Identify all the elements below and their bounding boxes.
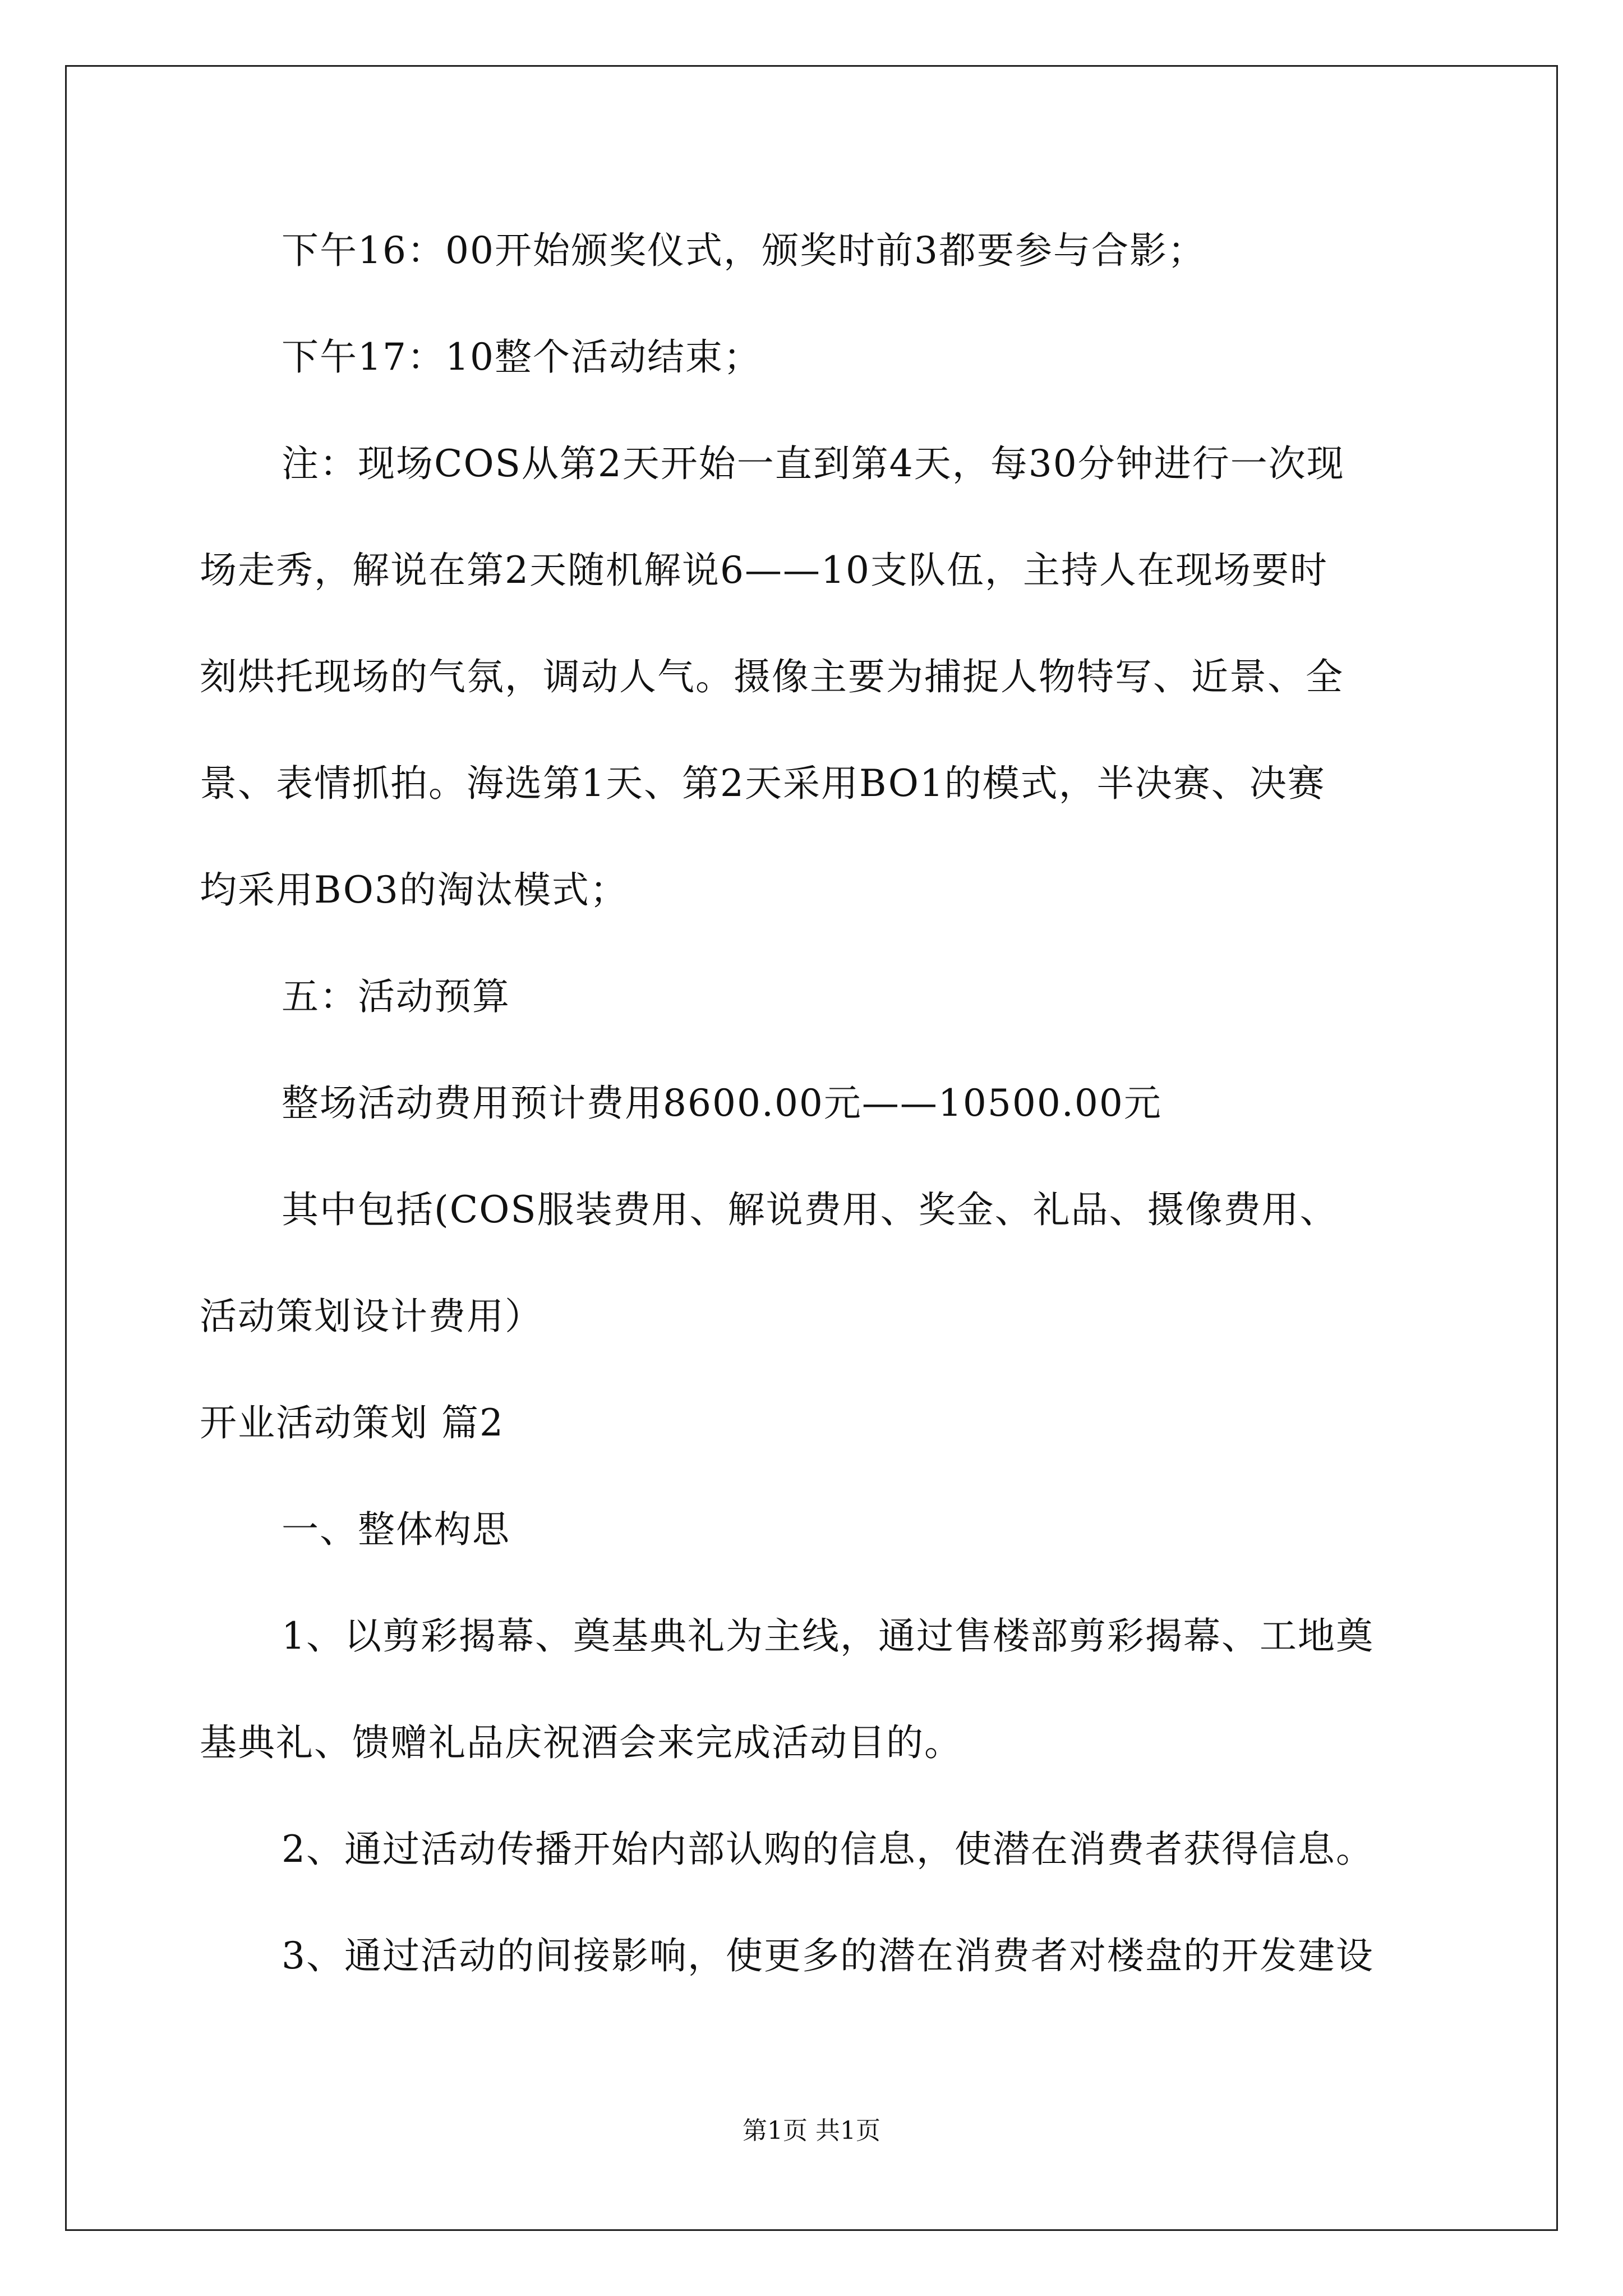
section-heading-concept: 一、整体构思 [282,1508,510,1551]
text-line-17: 3、通过活动的间接影响，使更多的潜在消费者对楼盘的开发建设 [282,1934,1374,1977]
text-line-11: 活动策划设计费用） [200,1295,543,1338]
text-line-9: 整场活动费用预计费用8600.00元——10500.00元 [282,1082,1162,1125]
text-line-1: 下午16：00开始颁奖仪式，颁奖时前3都要参与合影； [282,229,1206,272]
page-number-footer: 第1页 共1页 [743,2116,880,2145]
text-line-14: 1、以剪彩揭幕、奠基典礼为主线，通过售楼部剪彩揭幕、工地奠 [282,1614,1374,1658]
text-line-3: 注：现场COS从第2天开始一直到第4天，每30分钟进行一次现 [282,442,1345,485]
page-border [65,65,1558,2231]
article-heading: 开业活动策划 篇2 [200,1401,504,1444]
section-heading-budget: 五：活动预算 [282,975,510,1018]
text-line-10: 其中包括(COS服装费用、解说费用、奖金、礼品、摄像费用、 [282,1188,1338,1231]
text-line-15: 基典礼、馈赠礼品庆祝酒会来完成活动目的。 [200,1721,962,1764]
text-line-6: 景、表情抓拍。海选第1天、第2天采用BO1的模式，半决赛、决赛 [200,762,1326,805]
text-line-5: 刻烘托现场的气氛，调动人气。摄像主要为捕捉人物特写、近景、全 [200,655,1344,698]
text-line-7: 均采用BO3的淘汰模式； [200,868,628,912]
text-line-4: 场走秀，解说在第2天随机解说6——10支队伍，主持人在现场要时 [200,549,1328,592]
text-line-16: 2、通过活动传播开始内部认购的信息，使潜在消费者获得信息。 [282,1828,1374,1871]
text-line-2: 下午17：10整个活动结束； [282,335,762,379]
